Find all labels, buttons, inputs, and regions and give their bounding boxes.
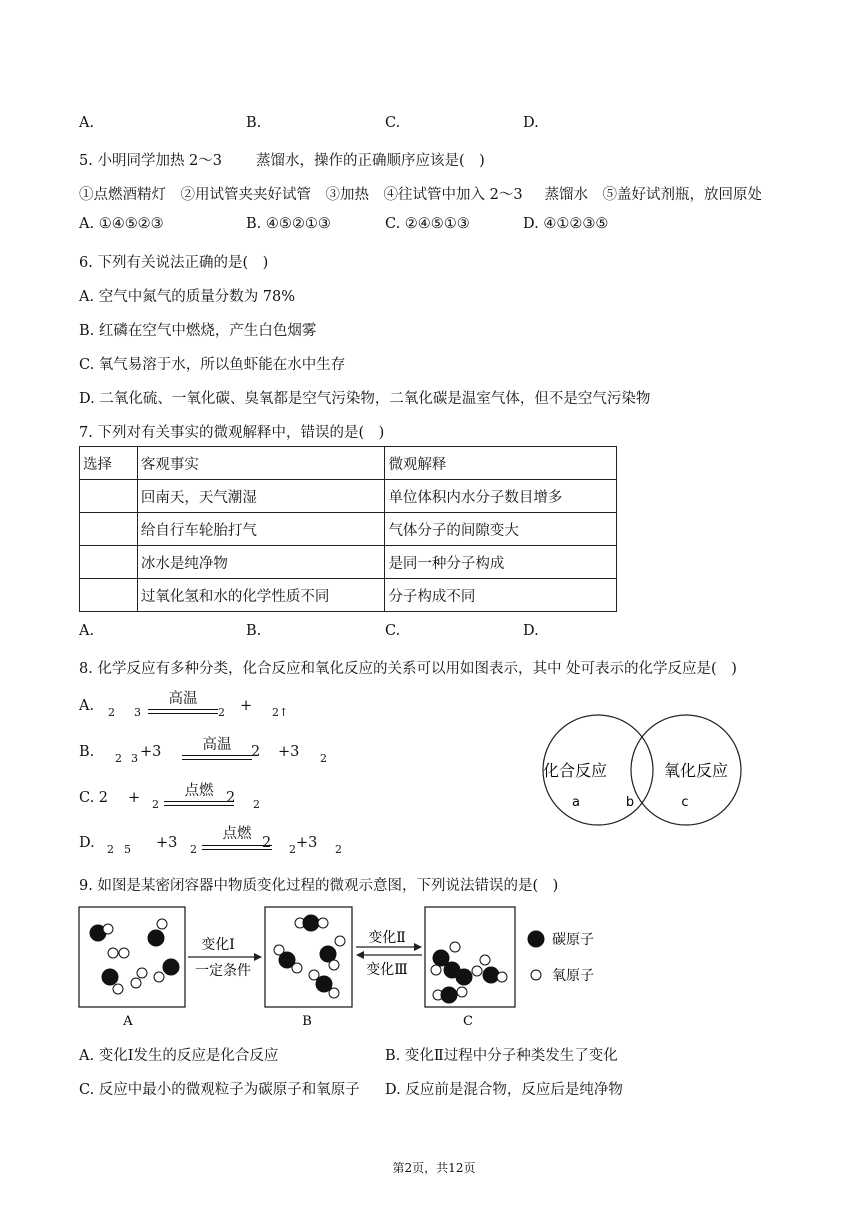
subscript: 5 xyxy=(124,843,131,856)
header-fact: 客观事实 xyxy=(137,447,385,480)
option-label: D. xyxy=(79,835,95,851)
subscript: 3 xyxy=(134,706,141,719)
box-a xyxy=(79,907,185,1007)
q5-option-a: A. ①④⑤②③ xyxy=(79,216,164,232)
change3-label: 变化Ⅲ xyxy=(366,962,408,978)
table-cell: 过氧化氢和水的化学性质不同 xyxy=(137,579,385,612)
venn-region-c: c xyxy=(681,795,689,810)
q7-stem: 7. 下列对有关事实的微观解释中，错误的是( ) xyxy=(79,425,385,441)
subscript: 2 xyxy=(115,752,122,765)
q4-option-d: D. xyxy=(523,115,539,131)
table-row xyxy=(80,513,617,546)
q9-option-a: A. 变化Ⅰ发生的反应是化合反应 xyxy=(79,1048,279,1064)
coefficient: 2 xyxy=(226,790,236,806)
subscript: 2 xyxy=(335,843,342,856)
q5-stem-part1: 5. 小明同学加热 2～3 xyxy=(79,153,223,169)
venn-label-right: 氧化反应 xyxy=(663,761,729,780)
change1-top-label: 变化Ⅰ xyxy=(201,937,235,953)
box-a-label: A xyxy=(123,1014,133,1029)
table-cell xyxy=(80,480,138,513)
table-row xyxy=(80,546,617,579)
reaction-condition: 高温 xyxy=(168,691,198,707)
q7-option-a: A. xyxy=(79,623,95,639)
carbon-atom-icon xyxy=(528,931,544,947)
q5-steps-part1: ①点燃酒精灯 ②用试管夹夹好试管 ③加热 ④往试管中加入 2～3 xyxy=(79,187,523,203)
q5-stem xyxy=(79,149,485,170)
subscript: 2 xyxy=(108,706,115,719)
equals-sign xyxy=(164,801,234,806)
q6-option-a: A. 空气中氮气的质量分数为 78% xyxy=(79,289,296,305)
q8-stem: 8. 化学反应有多种分类，化合反应和氧化反应的关系可以用如图表示，其中 处可表示的化学反应是( ) xyxy=(79,661,737,677)
q9-option-d: D. 反应前是混合物，反应后是纯净物 xyxy=(385,1082,623,1098)
table-cell xyxy=(80,579,138,612)
subscript: 2 xyxy=(289,843,296,856)
reaction-condition: 点燃 xyxy=(184,783,214,799)
molecular-diagram xyxy=(78,905,618,1030)
q5-stem-part2: 蒸馏水，操作的正确顺序应该是( ) xyxy=(256,153,485,169)
subscript: 2 xyxy=(152,798,159,811)
q9-option-c: C. 反应中最小的微观粒子为碳原子和氧原子 xyxy=(79,1082,360,1098)
subscript: 3 xyxy=(131,752,138,765)
q5-options xyxy=(79,216,679,236)
q4-option-a: A. xyxy=(79,115,95,131)
q7-option-c: C. xyxy=(385,623,401,639)
q6-option-d: D. 二氧化硫、一氧化碳、臭氧都是空气污染物，二氧化碳是温室气体，但不是空气污染物 xyxy=(79,391,651,407)
q4-options xyxy=(79,115,679,135)
q5-steps-part2: 蒸馏水 ⑤盖好试剂瓶，放回原处 xyxy=(544,187,763,203)
q8-option-b xyxy=(79,736,379,772)
coefficient: +3 xyxy=(278,744,300,760)
q8-option-d xyxy=(79,825,399,861)
coefficient: +3 xyxy=(156,835,178,851)
subscript: 2 xyxy=(218,706,225,719)
q9-stem: 9. 如图是某密闭容器中物质变化过程的微观示意图，下列说法错误的是( ) xyxy=(79,878,559,894)
plus-sign: + xyxy=(128,790,141,806)
q7-options xyxy=(79,623,679,643)
q4-option-c: C. xyxy=(385,115,401,131)
subscript: 2↑ xyxy=(272,706,289,719)
header-explanation: 微观解释 xyxy=(385,447,617,480)
table-cell: 回南天，天气潮湿 xyxy=(137,480,385,513)
table-row xyxy=(80,480,617,513)
table-cell: 气体分子的间隙变大 xyxy=(385,513,617,546)
reaction-condition: 点燃 xyxy=(222,826,252,842)
q7-table xyxy=(79,446,617,612)
table-cell xyxy=(80,546,138,579)
table-cell xyxy=(80,513,138,546)
page-footer: 第2页，共12页 xyxy=(392,1161,476,1175)
q6-option-b: B. 红磷在空气中燃烧，产生白色烟雾 xyxy=(79,323,317,339)
q6-option-c: C. 氧气易溶于水，所以鱼虾能在水中生存 xyxy=(79,357,346,373)
header-choice: 选择 xyxy=(80,447,138,480)
legend-oxygen: 氧原子 xyxy=(552,968,594,984)
change2-label: 变化Ⅱ xyxy=(368,930,406,946)
coefficient: 2 xyxy=(262,835,272,851)
q4-option-b: B. xyxy=(246,115,262,131)
table-row xyxy=(80,579,617,612)
oxygen-atom-icon xyxy=(531,970,541,980)
option-label: A. xyxy=(79,698,95,714)
q8-option-c xyxy=(79,780,379,816)
plus-sign: + xyxy=(240,698,253,714)
subscript: 2 xyxy=(107,843,114,856)
subscript: 2 xyxy=(190,843,197,856)
table-cell: 是同一种分子构成 xyxy=(385,546,617,579)
table-cell: 单位体积内水分子数目增多 xyxy=(385,480,617,513)
box-b-label: B xyxy=(302,1014,312,1029)
equals-sign xyxy=(148,709,218,714)
table-cell: 分子构成不同 xyxy=(385,579,617,612)
q9-option-b: B. 变化Ⅱ过程中分子种类发生了变化 xyxy=(385,1048,618,1064)
legend-carbon: 碳原子 xyxy=(552,932,594,948)
venn-region-a: a xyxy=(572,795,580,810)
change1-bottom-label: 一定条件 xyxy=(195,963,251,979)
q7-option-b: B. xyxy=(246,623,262,639)
subscript: 2 xyxy=(253,798,260,811)
table-cell: 给自行车轮胎打气 xyxy=(137,513,385,546)
coefficient: +3 xyxy=(140,744,162,760)
q5-option-b: B. ④⑤②①③ xyxy=(246,216,331,232)
box-c-label: C xyxy=(463,1014,473,1029)
q5-option-d: D. ④①②③⑤ xyxy=(523,216,609,232)
equals-sign xyxy=(182,755,252,760)
q8-option-a xyxy=(79,690,379,726)
coefficient: +3 xyxy=(296,835,318,851)
venn-region-b: b xyxy=(625,795,635,810)
q5-option-c: C. ②④⑤①③ xyxy=(385,216,470,232)
option-label: C. 2 xyxy=(79,790,109,806)
q7-option-d: D. xyxy=(523,623,539,639)
table-header-row xyxy=(80,447,617,480)
coefficient: 2 xyxy=(251,744,261,760)
subscript: 2 xyxy=(320,752,327,765)
venn-label-left: 化合反应 xyxy=(542,761,608,780)
venn-diagram xyxy=(520,710,760,840)
reaction-condition: 高温 xyxy=(202,737,232,753)
q5-steps xyxy=(79,183,762,204)
q6-stem: 6. 下列有关说法正确的是( ) xyxy=(79,255,269,271)
option-label: B. xyxy=(79,744,95,760)
table-cell: 冰水是纯净物 xyxy=(137,546,385,579)
